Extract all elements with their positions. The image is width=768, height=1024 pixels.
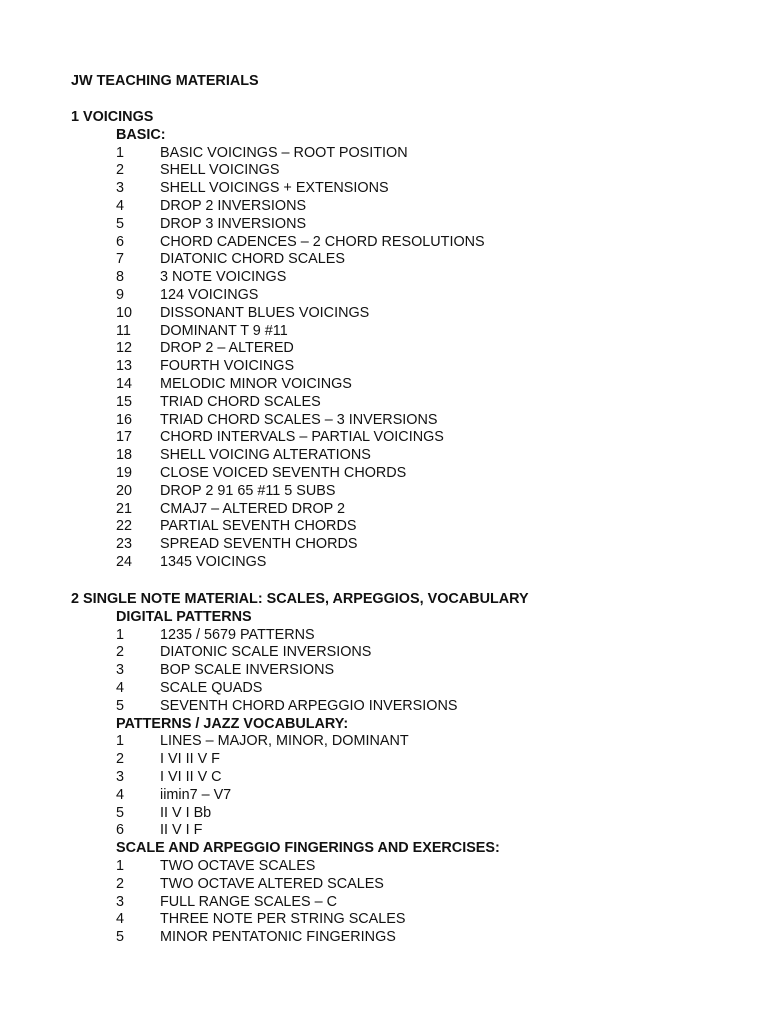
item-text: I VI II V F [160, 751, 220, 768]
item-text: CHORD INTERVALS – PARTIAL VOICINGS [160, 429, 444, 446]
list-item [71, 358, 728, 376]
list-item [71, 644, 728, 662]
item-text: CLOSE VOICED SEVENTH CHORDS [160, 464, 407, 481]
item-list [71, 858, 728, 947]
item-number: 1 [116, 733, 125, 750]
section-heading: 1 VOICINGS [71, 109, 154, 125]
item-number: 6 [116, 822, 125, 839]
section-single-note-material [71, 591, 728, 947]
item-text: CMAJ7 – ALTERED DROP 2 [160, 500, 346, 517]
item-number: 2 [116, 751, 125, 768]
item-number: 17 [116, 429, 133, 446]
group-heading: DIGITAL PATTERNS [116, 608, 252, 625]
list-item [71, 180, 728, 198]
item-text: DOMINANT T 9 #11 [160, 322, 288, 339]
item-text: DROP 3 INVERSIONS [160, 215, 307, 232]
item-number: 23 [116, 536, 133, 553]
list-item [71, 394, 728, 412]
list-item [71, 876, 728, 894]
item-number: 1 [116, 144, 125, 161]
list-item [71, 822, 728, 840]
item-number: 1 [116, 626, 125, 643]
item-text: MINOR PENTATONIC FINGERINGS [160, 929, 396, 946]
item-text: PARTIAL SEVENTH CHORDS [160, 518, 357, 535]
list-item [71, 911, 728, 929]
item-number: 2 [116, 875, 125, 892]
item-number: 4 [116, 911, 125, 928]
list-item [71, 501, 728, 519]
item-number: 6 [116, 233, 125, 250]
list-item [71, 198, 728, 216]
item-number: 15 [116, 393, 133, 410]
list-item [71, 251, 728, 269]
item-list [71, 145, 728, 572]
item-text: TRIAD CHORD SCALES [160, 393, 321, 410]
item-number: 2 [116, 162, 125, 179]
item-text: 3 NOTE VOICINGS [160, 269, 287, 286]
item-list [71, 733, 728, 840]
item-number: 16 [116, 411, 133, 428]
item-text: II V I F [160, 822, 203, 839]
list-item [71, 680, 728, 698]
section-heading: 2 SINGLE NOTE MATERIAL: SCALES, ARPEGGIOS, VOCABULARY [71, 591, 529, 607]
item-number: 21 [116, 500, 133, 517]
list-item [71, 483, 728, 501]
item-number: 12 [116, 340, 133, 357]
item-number: 10 [116, 304, 133, 321]
item-text: THREE NOTE PER STRING SCALES [160, 911, 406, 928]
item-number: 7 [116, 251, 125, 268]
item-number: 3 [116, 893, 125, 910]
item-text: iimin7 – V7 [160, 786, 232, 803]
item-number: 1 [116, 857, 125, 874]
item-text: DIATONIC SCALE INVERSIONS [160, 644, 372, 661]
list-item [71, 376, 728, 394]
list-item [71, 465, 728, 483]
item-text: 124 VOICINGS [160, 286, 259, 303]
item-number: 4 [116, 786, 125, 803]
list-item [71, 698, 728, 716]
item-number: 3 [116, 662, 125, 679]
item-text: BASIC VOICINGS – ROOT POSITION [160, 144, 408, 161]
list-item [71, 323, 728, 341]
list-item [71, 929, 728, 947]
group-heading: SCALE AND ARPEGGIO FINGERINGS AND EXERCISES: [116, 840, 500, 857]
item-number: 22 [116, 518, 133, 535]
list-item [71, 554, 728, 572]
item-number: 5 [116, 697, 125, 714]
item-number: 5 [116, 929, 125, 946]
item-number: 24 [116, 553, 133, 570]
list-item [71, 627, 728, 645]
list-item [71, 340, 728, 358]
item-text: FULL RANGE SCALES – C [160, 893, 338, 910]
item-text: LINES – MAJOR, MINOR, DOMINANT [160, 733, 409, 750]
item-text: TRIAD CHORD SCALES – 3 INVERSIONS [160, 411, 438, 428]
list-item [71, 769, 728, 787]
item-number: 13 [116, 358, 133, 375]
item-text: FOURTH VOICINGS [160, 358, 295, 375]
item-number: 9 [116, 286, 125, 303]
item-number: 8 [116, 269, 125, 286]
list-item [71, 858, 728, 876]
item-number: 5 [116, 804, 125, 821]
list-item [71, 447, 728, 465]
section-voicings [71, 109, 728, 572]
item-number: 4 [116, 197, 125, 214]
item-number: 14 [116, 375, 133, 392]
item-number: 4 [116, 679, 125, 696]
item-text: DISSONANT BLUES VOICINGS [160, 304, 370, 321]
item-text: SHELL VOICING ALTERATIONS [160, 447, 371, 464]
list-item [71, 787, 728, 805]
list-item [71, 269, 728, 287]
item-text: BOP SCALE INVERSIONS [160, 662, 335, 679]
item-number: 3 [116, 768, 125, 785]
list-item [71, 733, 728, 751]
item-number: 18 [116, 447, 133, 464]
list-item [71, 145, 728, 163]
item-number: 19 [116, 464, 133, 481]
item-text: MELODIC MINOR VOICINGS [160, 375, 352, 392]
item-text: DIATONIC CHORD SCALES [160, 251, 345, 268]
list-item [71, 287, 728, 305]
item-number: 20 [116, 482, 133, 499]
list-item [71, 536, 728, 554]
group-heading: PATTERNS / JAZZ VOCABULARY: [116, 715, 349, 732]
list-item [71, 751, 728, 769]
item-text: DROP 2 91 65 #11 5 SUBS [160, 482, 336, 499]
item-list [71, 627, 728, 716]
item-text: TWO OCTAVE ALTERED SCALES [160, 875, 384, 892]
item-number: 11 [116, 322, 131, 339]
item-text: 1345 VOICINGS [160, 553, 267, 570]
list-item [71, 305, 728, 323]
list-item [71, 412, 728, 430]
item-text: SHELL VOICINGS [160, 162, 280, 179]
group-heading: BASIC: [116, 126, 166, 143]
item-number: 3 [116, 180, 125, 197]
item-number: 2 [116, 644, 125, 661]
list-item [71, 805, 728, 823]
item-text: II V I Bb [160, 804, 212, 821]
item-text: 1235 / 5679 PATTERNS [160, 626, 315, 643]
list-item [71, 216, 728, 234]
list-item [71, 162, 728, 180]
list-item [71, 894, 728, 912]
item-text: DROP 2 – ALTERED [160, 340, 294, 357]
item-text: SHELL VOICINGS + EXTENSIONS [160, 180, 389, 197]
item-text: SCALE QUADS [160, 679, 263, 696]
item-text: TWO OCTAVE SCALES [160, 857, 316, 874]
item-number: 5 [116, 215, 125, 232]
list-item [71, 234, 728, 252]
list-item [71, 429, 728, 447]
list-item [71, 662, 728, 680]
item-text: SPREAD SEVENTH CHORDS [160, 536, 358, 553]
item-text: DROP 2 INVERSIONS [160, 197, 307, 214]
item-text: CHORD CADENCES – 2 CHORD RESOLUTIONS [160, 233, 485, 250]
document-title: JW TEACHING MATERIALS [71, 73, 259, 89]
item-text: I VI II V C [160, 768, 222, 785]
list-item [71, 518, 728, 536]
item-text: SEVENTH CHORD ARPEGGIO INVERSIONS [160, 697, 458, 714]
